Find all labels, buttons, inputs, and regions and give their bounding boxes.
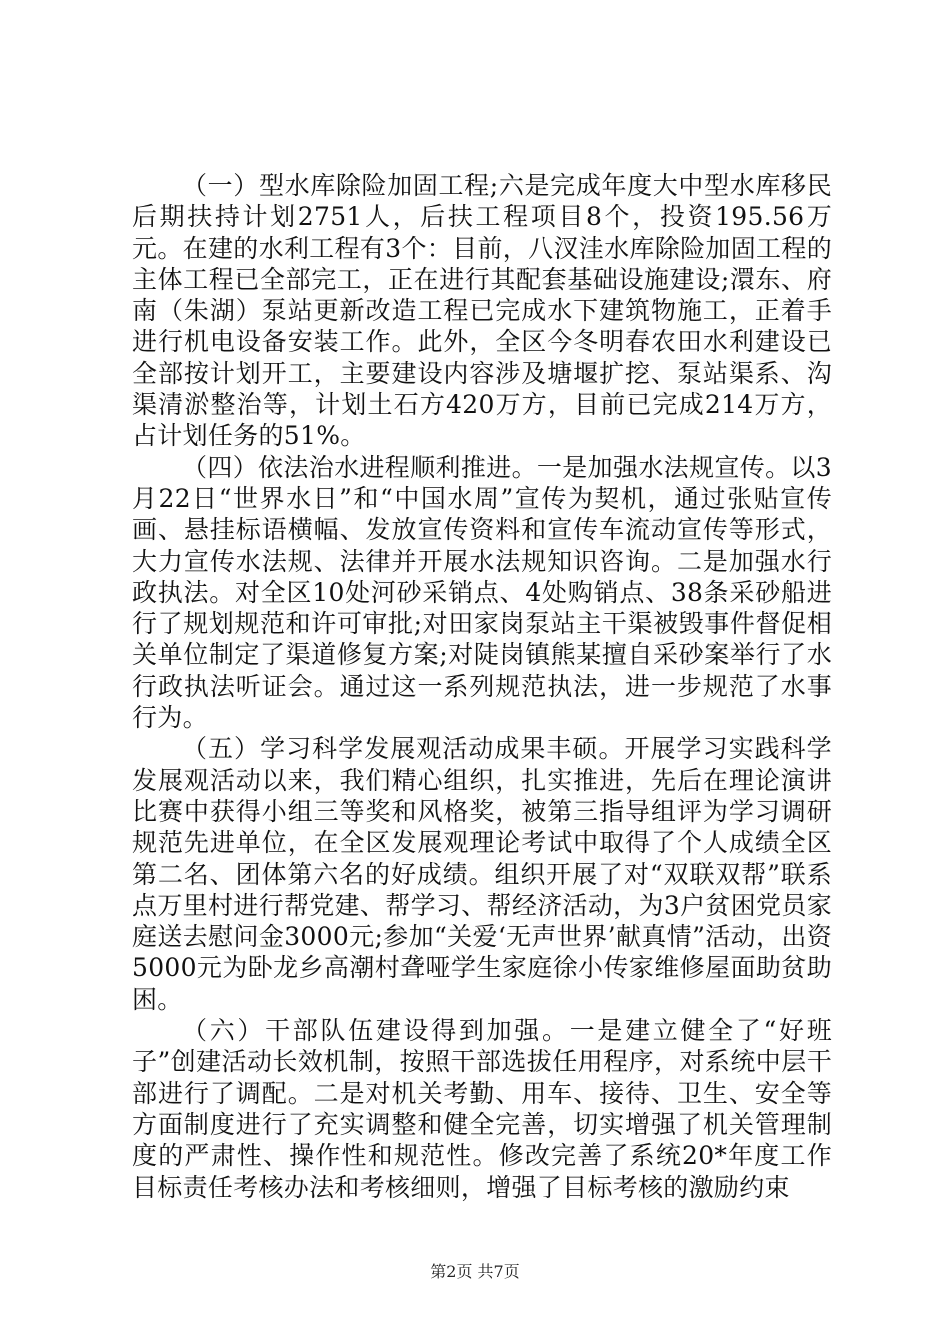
paragraph-cadre-team: （六）干部队伍建设得到加强。一是建立健全了“好班子”创建活动长效机制，按照干部选拔任用程序，对系统中层干部进行了调配。二是对机关考勤、用车、接待、卫生、安全等方面制度进行了充实调整和健全完善，切实增强了机关管理制度的严肃性、操作性和规范性。修改完善了系统20*年度工作目标责任考核办法和考核细则，增强了目标考核的激励约束 (132, 1016, 832, 1202)
paragraph-scientific-development: （五）学习科学发展观活动成果丰硕。开展学习实践科学发展观活动以来，我们精心组织，扎实推进，先后在理论演讲比赛中获得小组三等奖和风格奖，被第三指导组评为学习调研规范先进单位，在全区发展观理论考试中取得了个人成绩全区第二名、团体第六名的好成绩。组织开展了对“双联双帮”联系点万里村进行帮党建、帮学习、帮经济活动，为3户贫困党员家庭送去慰问金3000元;参加“关爱‘无声世界’献真情”活动，出资5000元为卧龙乡高潮村聋哑学生家庭徐小传家维修屋面助贫助困。 (132, 734, 832, 1014)
page-number-footer: 第2页 共7页 (430, 1262, 520, 1281)
document-body (132, 170, 832, 1203)
paragraph-water-law: （四）依法治水进程顺利推进。一是加强水法规宣传。以3月22日“世界水日”和“中国水周”宣传为契机，通过张贴宣传画、悬挂标语横幅、发放宣传资料和宣传车流动宣传等形式，大力宣传水法规、法律并开展水法规知识咨询。二是加强水行政执法。对全区10处河砂采销点、4处购销点、38条采砂船进行了规划规范和许可审批;对田家岗泵站主干渠被毁事件督促相关单位制定了渠道修复方案;对陡岗镇熊某擅自采砂案举行了水行政执法听证会。通过这一系列规范执法，进一步规范了水事行为。 (132, 452, 832, 733)
paragraph-water-projects: （一）型水库除险加固工程;六是完成年度大中型水库移民后期扶持计划2751人，后扶工程项目8个，投资195.56万元。在建的水利工程有3个：目前，八汊洼水库除险加固工程的主体工程已全部完工，正在进行其配套基础设施建设;澴东、府南（朱湖）泵站更新改造工程已完成水下建筑物施工，正着手进行机电设备安装工作。此外，全区今冬明春农田水利建设已全部按计划开工，主要建设内容涉及塘堰扩挖、泵站渠系、沟渠清淤整治等，计划土石方420万方，目前已完成214万方，占计划任务的51%。 (132, 171, 832, 451)
